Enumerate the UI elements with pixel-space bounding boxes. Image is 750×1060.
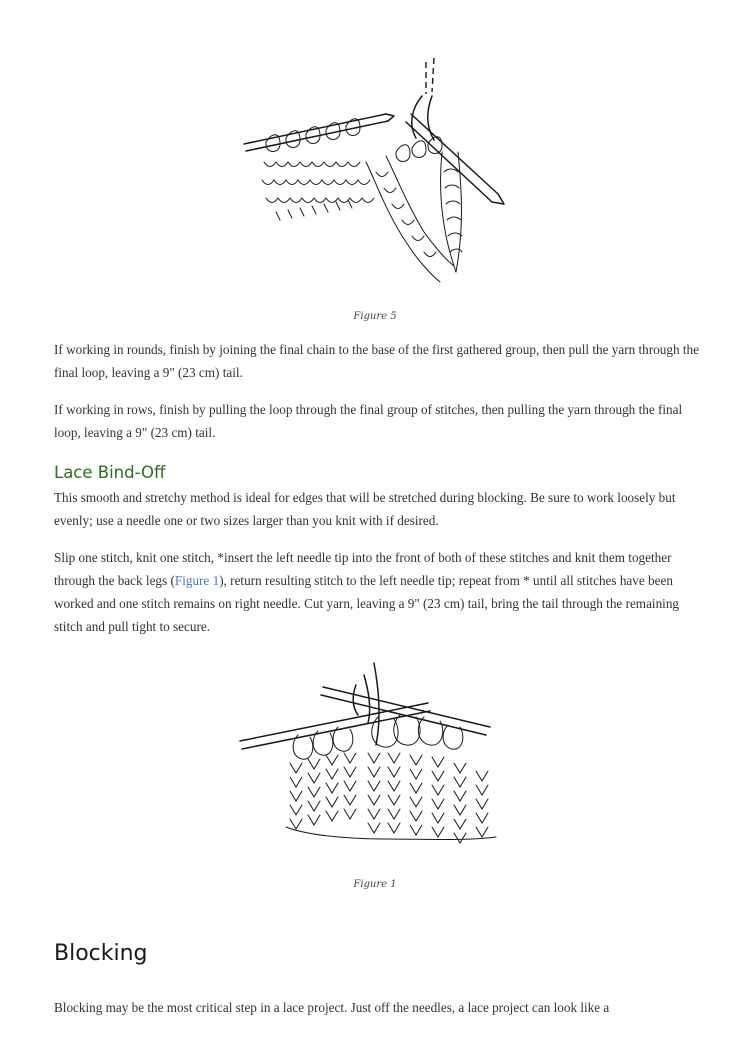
blocking-heading: Blocking: [54, 941, 148, 966]
figure-1-link[interactable]: Figure 1: [174, 573, 220, 588]
knit-two-together-icon: [228, 655, 520, 860]
lace-bind-off-heading: Lace Bind-Off: [54, 463, 166, 482]
figure-5-caption: Figure 5: [353, 311, 397, 322]
crochet-chain-bind-off-icon: [236, 52, 511, 297]
figure-5-illustration: [236, 52, 511, 297]
figure-1-caption: Figure 1: [353, 879, 397, 890]
lace-bind-off-intro: This smooth and stretchy method is ideal for edges that will be stretched during blocking. Be sure to work loosely but evenly; use a needle one or two sizes larger than you knit with if desired.: [54, 490, 676, 528]
figure-1-illustration: [228, 655, 520, 860]
paragraph-rows: If working in rows, finish by pulling the loop through the final group of stitches, then pulling the yarn through the final loop, leaving a 9" (23 cm) tail.: [54, 402, 683, 440]
paragraph-rounds: If working in rounds, finish by joining the final chain to the base of the first gathered group, then pull the yarn through the final loop, leaving a 9" (23 cm) tail.: [54, 342, 699, 380]
steps-text-before-link: Slip one stitch, knit one stitch, *insert the left needle tip into the front of both of these stitches and knit them together through the back legs (: [54, 550, 672, 588]
steps-text-after-link: ), return resulting stitch to the left needle tip; repeat from * until all stitches have been worked and one stitch remains on right needle. Cut yarn, leaving a 9" (23 cm) tail, bring the tail through the remaining stitch and pull tight to secure.: [54, 573, 680, 634]
lace-bind-off-steps: [54, 546, 704, 638]
blocking-intro: Blocking may be the most critical step in a lace project. Just off the needles, a lace project can look like a: [54, 1000, 610, 1015]
